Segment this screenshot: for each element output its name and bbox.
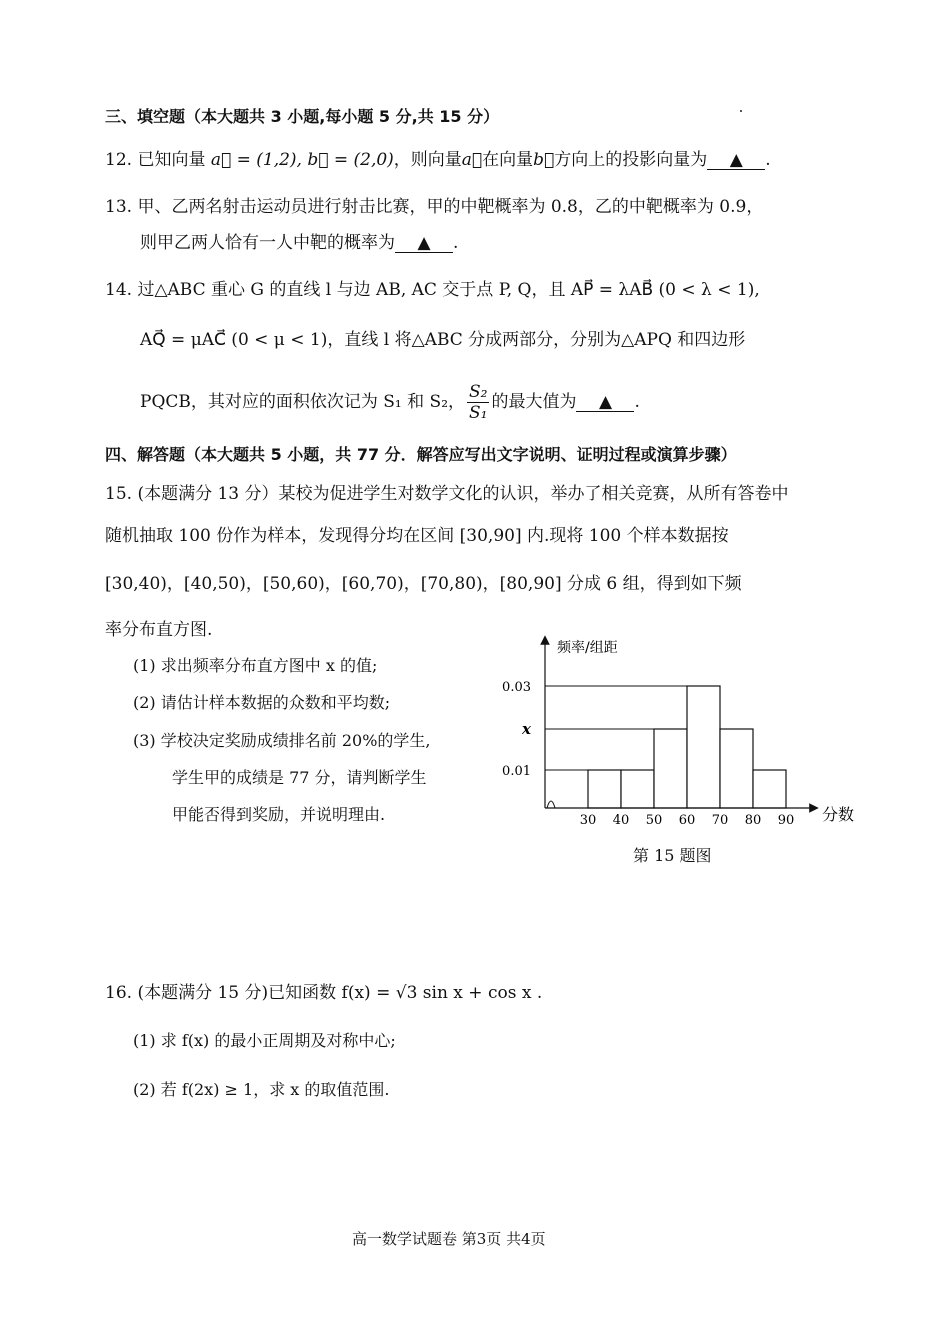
section-4-heading: 四、解答题（本大题共 5 小题，共 77 分．解答应写出文字说明、证明过程或演算步骤） <box>105 445 737 464</box>
question-13-line-2: 则甲乙两人恰有一人中靶的概率为 ▲ . <box>140 233 459 253</box>
histogram-bar <box>720 729 753 808</box>
question-15-sub-1: (1) 求出频率分布直方图中 x 的值; <box>133 656 378 675</box>
y-tick-label: x <box>522 720 531 738</box>
x-tick-label: 40 <box>612 813 630 828</box>
fraction: $\frac{\text{S₂}}{\text{S₁}}$ <box>469 381 488 423</box>
question-16-line-1: 16. (本题满分 15 分)已知函数 f(x) = √3 sin x + cos x . <box>105 983 543 1003</box>
x-tick-label: 50 <box>645 813 663 828</box>
question-15-sub-3a: (3) 学校决定奖励成绩排名前 20%的学生, <box>133 731 431 750</box>
frequency-histogram <box>490 628 870 838</box>
question-14-line-1: 14. 过△ABC 重心 G 的直线 l 与边 AB, AC 交于点 P, Q，且 AP⃗ = λAB⃗ (0 < λ < 1), <box>105 280 760 300</box>
y-tick-label: 0.03 <box>502 680 531 695</box>
page-footer: 高一数学试题卷 第3页 共4页 <box>352 1230 546 1248</box>
x-axis-label: 分数 <box>822 805 855 824</box>
histogram-bar <box>687 686 720 808</box>
histogram-bar <box>588 770 621 808</box>
histogram-bar <box>753 770 786 808</box>
figure-caption: 第 15 题图 <box>633 846 712 865</box>
question-16-sub-1: (1) 求 f(x) 的最小正周期及对称中心; <box>133 1031 396 1050</box>
answer-blank: ▲ <box>576 393 634 412</box>
question-14-line-3: PQCB，其对应的面积依次记为 S₁ 和 S₂， $\frac{\text{S₂}}{\text{S₁}}$ 的最大值为 ▲ . <box>140 381 640 423</box>
question-14-line-2: AQ⃗ = μAC⃗ (0 < μ < 1)，直线 l 将△ABC 分成两部分，分别为△APQ 和四边形 <box>140 330 746 350</box>
answer-blank: ▲ <box>707 151 765 170</box>
question-12: 12. 已知向量 a⃗ = (1,2), b⃗ = (2,0)，则向量a⃗在向量b⃗方向上的投影向量为 ▲ . <box>105 150 771 170</box>
question-15-line-1: 15. (本题满分 13 分）某校为促进学生对数学文化的认识，举办了相关竞赛，从所有答卷中 <box>105 484 789 504</box>
question-15-sub-3b: 学生甲的成绩是 77 分，请判断学生 <box>172 768 427 787</box>
question-16-sub-2: (2) 若 f(2x) ≥ 1，求 x 的取值范围. <box>133 1080 390 1099</box>
axis-break <box>547 801 555 808</box>
x-tick-label: 30 <box>579 813 597 828</box>
question-13-line-1: 13. 甲、乙两名射击运动员进行射击比赛，甲的中靶概率为 0.8，乙的中靶概率为 0.9， <box>105 197 764 217</box>
question-15-sub-2: (2) 请估计样本数据的众数和平均数; <box>133 693 391 712</box>
y-tick-label: 0.01 <box>502 764 531 779</box>
answer-blank: ▲ <box>395 234 453 253</box>
x-tick-label: 80 <box>744 813 762 828</box>
stray-mark <box>740 110 742 112</box>
y-axis-label: 频率/组距 <box>557 640 618 656</box>
question-15-line-2: 随机抽取 100 份作为样本，发现得分均在区间 [30,90] 内.现将 100 个样本数据按 <box>105 526 729 546</box>
histogram-bar <box>654 729 687 808</box>
x-tick-label: 60 <box>678 813 696 828</box>
question-15-line-4: 率分布直方图. <box>105 620 213 640</box>
section-3-heading: 三、填空题（本大题共 3 小题,每小题 5 分,共 15 分） <box>105 107 500 126</box>
x-tick-label: 90 <box>777 813 795 828</box>
question-15-line-3: [30,40)，[40,50)，[50,60)，[60,70)，[70,80)，[80,90] 分成 6 组，得到如下频 <box>105 574 742 594</box>
histogram-bar <box>621 770 654 808</box>
question-15-sub-3c: 甲能否得到奖励，并说明理由. <box>172 805 386 824</box>
x-tick-label: 70 <box>711 813 729 828</box>
